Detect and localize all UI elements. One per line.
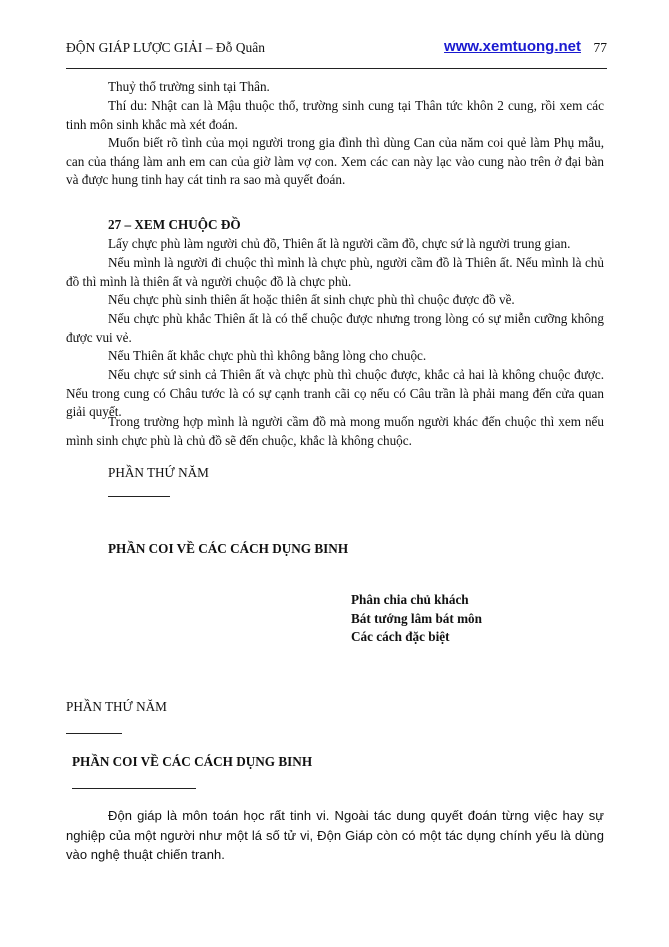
part-five-label: PHẦN THỨ NĂM — [108, 465, 209, 480]
page-number: 77 — [593, 40, 607, 55]
divider-line — [72, 788, 196, 789]
toc-item: Phân chia chủ khách — [351, 592, 469, 607]
divider-line — [66, 733, 122, 734]
book-title: ĐỘN GIÁP LƯỢC GIẢI – Đỗ Quân — [66, 40, 265, 55]
section-27-paragraph: Lấy chực phù làm người chủ đồ, Thiên ất là người cầm đồ, chực sứ là người trung gian. — [108, 236, 571, 251]
website-link[interactable]: www.xemtuong.net — [444, 38, 581, 55]
part-five-label: PHẦN THỨ NĂM — [66, 699, 167, 714]
part-five-heading: PHẦN COI VỀ CÁC CÁCH DỤNG BINH — [72, 754, 313, 769]
toc-item: Các cách đặc biệt — [351, 629, 450, 645]
divider-line — [108, 496, 170, 497]
intro-paragraph-3: Muốn biết rõ tình của mọi người trong gia đình thì dùng Can của năm coi quẻ làm Phụ mẫu, can của tháng làm anh em can của giờ làm vợ con. Xem các can này lạc vào cung nào trên ở đại bàn và được hung tinh hay cát tinh ra sao mà quyết đoán. — [66, 135, 604, 188]
section-27-paragraph: Nếu chực sứ sinh cả Thiên ất và chực phù thì chuộc được, khắc cả hai là không chuộc được. Nếu trong cung có Châu tước là có sự cạnh tranh cãi cọ nếu có Câu trần là phải mang đến cửa quan giải quyết. — [66, 367, 604, 420]
toc-item: Bát tướng lâm bát môn — [351, 610, 482, 626]
section-27-paragraph: Nếu chực phù sinh thiên ất hoặc thiên ất sinh chực phù thì chuộc được đồ về. — [108, 292, 515, 307]
closing-paragraph: Độn giáp là môn toán học rất tinh vi. Ngoài tác dung quyết đoán từng việc hay sự nghiệp của một người như một lá số tử vi, Độn Giáp còn có một tác dụng chính yếu là dùng vào nghệ thuật chiến tranh. — [66, 808, 604, 862]
section-27-paragraph: Nếu Thiên ất khắc chực phù thì không bằng lòng cho chuộc. — [108, 348, 427, 363]
table-of-contents — [351, 591, 482, 647]
intro-paragraph-2: Thí du: Nhật can là Mậu thuộc thổ, trường sinh cung tại Thân tức khôn 2 cung, rồi xem các tinh môn sinh khắc mà xét đoán. — [66, 98, 604, 132]
intro-paragraph-1: Thuỷ thổ trường sinh tại Thân. — [108, 79, 270, 94]
section-27-paragraph: Nếu chực phù khắc Thiên ất là có thể chuộc được nhưng trong lòng có sự miễn cưỡng không được vui vẻ. — [66, 311, 604, 345]
part-five-heading: PHẦN COI VỀ CÁC CÁCH DỤNG BINH — [108, 541, 349, 556]
section-27-heading: 27 – XEM CHUỘC ĐỒ — [108, 217, 241, 232]
section-27-paragraph: Nếu mình là người đi chuộc thì mình là chực phù, người cầm đồ là Thiên ất. Nếu mình là chủ đồ thì mình là thiên ất và người chuộc đồ là chực phù. — [66, 255, 604, 289]
page-header — [66, 38, 607, 69]
section-27-paragraph: Trong trường hợp mình là người cầm đồ mà mong muốn người khác đến chuộc thì xem nếu mình sinh chực phù là chủ đồ sẽ đến chuộc, khắc là không chuộc. — [66, 414, 604, 448]
